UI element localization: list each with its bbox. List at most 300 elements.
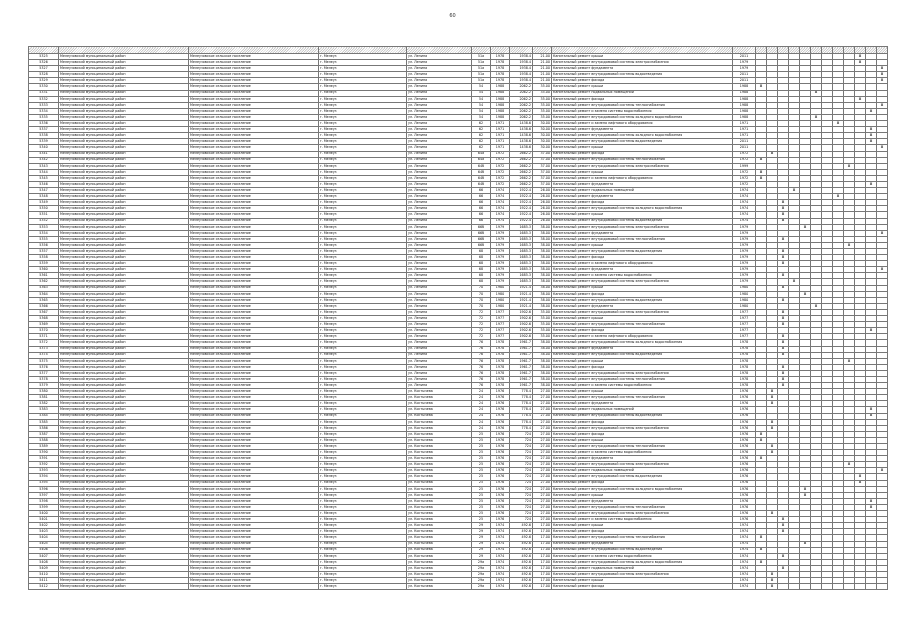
table-cell: г. Мелеуз: [319, 303, 407, 309]
table-cell: Мелеузовское сельское поселение: [189, 102, 319, 108]
table-cell: Мелеузовское сельское поселение: [189, 151, 319, 157]
table-cell: Капитальный ремонт крыши: [552, 285, 733, 291]
column-header: [756, 47, 767, 54]
table-cell: ул. Ленина: [407, 249, 472, 255]
table-cell: ул. Ленина: [407, 297, 472, 303]
table-cell: 1976: [733, 498, 756, 504]
table-cell: Мелеузовское сельское поселение: [189, 571, 319, 577]
table-cell: 778.4: [510, 413, 533, 419]
table-cell: 5333: [29, 102, 59, 108]
table-cell: 1976: [733, 504, 756, 510]
table-cell: ул. Ленина: [407, 322, 472, 328]
table-cell: 66: [472, 212, 491, 218]
table-cell: 1685.3: [510, 230, 533, 236]
mark-cell: X: [778, 523, 789, 529]
table-cell: Мелеузовское сельское поселение: [189, 547, 319, 553]
table-cell: г. Мелеуз: [319, 504, 407, 510]
table-cell: 1974: [491, 535, 510, 541]
table-cell: Мелеузовский муниципальный район: [59, 492, 189, 498]
table-cell: 38.00: [533, 358, 552, 364]
mark-cell: X: [778, 206, 789, 212]
table-cell: Мелеузовское сельское поселение: [189, 72, 319, 78]
table-cell: Мелеузовское сельское поселение: [189, 54, 319, 60]
table-cell: 1971: [733, 121, 756, 127]
table-cell: 66: [472, 206, 491, 212]
table-cell: 64а: [472, 151, 491, 157]
table-cell: г. Мелеуз: [319, 492, 407, 498]
table-cell: г. Мелеуз: [319, 121, 407, 127]
table-cell: 1980: [491, 297, 510, 303]
table-cell: 25: [472, 492, 491, 498]
table-cell: 30.00: [533, 133, 552, 139]
table-cell: г. Мелеуз: [319, 328, 407, 334]
column-header: [844, 47, 855, 54]
table-cell: 1922.4: [510, 188, 533, 194]
table-cell: 17.00: [533, 529, 552, 535]
table-cell: 1685.3: [510, 255, 533, 261]
table-cell: 35.00: [533, 102, 552, 108]
table-cell: 5382: [29, 401, 59, 407]
table-cell: 1974: [491, 578, 510, 584]
mark-cell: X: [855, 96, 866, 102]
table-cell: 5404: [29, 535, 59, 541]
table-cell: г. Мелеуз: [319, 456, 407, 462]
table-cell: 5387: [29, 431, 59, 437]
table-cell: Мелеузовский муниципальный район: [59, 431, 189, 437]
table-cell: г. Мелеуз: [319, 358, 407, 364]
table-cell: Капитальный ремонт внутридомовой системы теплоснабжения: [552, 236, 733, 242]
table-cell: 54: [472, 102, 491, 108]
table-cell: 1921.4: [510, 297, 533, 303]
table-cell: 1922.4: [510, 212, 533, 218]
table-cell: 38.00: [533, 364, 552, 370]
table-cell: 38.00: [533, 340, 552, 346]
table-cell: Мелеузовский муниципальный район: [59, 346, 189, 352]
table-cell: ул. Костычева: [407, 474, 472, 480]
table-cell: 5391: [29, 456, 59, 462]
table-cell: г. Мелеуз: [319, 218, 407, 224]
table-cell: 1972: [491, 151, 510, 157]
table-cell: 5398: [29, 498, 59, 504]
table-cell: ул. Костычева: [407, 462, 472, 468]
table-cell: 62: [472, 121, 491, 127]
table-cell: 5406: [29, 547, 59, 553]
table-cell: Мелеузовское сельское поселение: [189, 261, 319, 267]
table-cell: 5329: [29, 78, 59, 84]
table-cell: Мелеузовское сельское поселение: [189, 419, 319, 425]
table-cell: 68: [472, 261, 491, 267]
table-cell: Мелеузовское сельское поселение: [189, 444, 319, 450]
table-cell: 68: [472, 249, 491, 255]
table-cell: 54: [472, 108, 491, 114]
table-cell: 5346: [29, 181, 59, 187]
column-header: [552, 47, 733, 54]
table-cell: ул. Ленина: [407, 255, 472, 261]
table-header-row: [29, 47, 888, 54]
table-cell: 5342: [29, 157, 59, 163]
table-cell: 1971: [733, 133, 756, 139]
table-cell: г. Мелеуз: [319, 66, 407, 72]
table-cell: Мелеузовское сельское поселение: [189, 145, 319, 151]
table-cell: Мелеузовское сельское поселение: [189, 108, 319, 114]
table-cell: г. Мелеуз: [319, 517, 407, 523]
table-cell: Капитальный ремонт фасада: [552, 584, 733, 590]
table-cell: 724: [510, 504, 533, 510]
table-cell: Капитальный ремонт внутридомовой системы электроснабжения: [552, 571, 733, 577]
table-cell: 724: [510, 480, 533, 486]
table-cell: 2662.2: [510, 163, 533, 169]
table-cell: г. Мелеуз: [319, 96, 407, 102]
mark-cell: [855, 584, 866, 590]
table-cell: 1978: [733, 370, 756, 376]
table-cell: 1921.4: [510, 303, 533, 309]
table-cell: 1978: [491, 346, 510, 352]
table-cell: 1999: [733, 163, 756, 169]
mark-cell: X: [778, 334, 789, 340]
table-cell: Мелеузовский муниципальный район: [59, 212, 189, 218]
table-cell: Мелеузовский муниципальный район: [59, 450, 189, 456]
table-cell: 1922.4: [510, 218, 533, 224]
table-cell: Мелеузовское сельское поселение: [189, 242, 319, 248]
table-cell: г. Мелеуз: [319, 181, 407, 187]
table-cell: г. Мелеуз: [319, 242, 407, 248]
table-cell: 1974: [733, 541, 756, 547]
table-cell: 25: [472, 437, 491, 443]
table-cell: ул. Ленина: [407, 236, 472, 242]
table-cell: 38.00: [533, 279, 552, 285]
table-cell: 72: [472, 309, 491, 315]
table-cell: ул. Костычева: [407, 541, 472, 547]
mark-cell: X: [756, 559, 767, 565]
mark-cell: X: [767, 578, 778, 584]
table-cell: 38.00: [533, 249, 552, 255]
mark-cell: [822, 584, 833, 590]
table-cell: 1976: [733, 437, 756, 443]
table-cell: Мелеузовское сельское поселение: [189, 370, 319, 376]
table-cell: Мелеузовский муниципальный район: [59, 127, 189, 133]
table-cell: г. Мелеуз: [319, 316, 407, 322]
table-cell: Мелеузовское сельское поселение: [189, 175, 319, 181]
column-header: [59, 47, 189, 54]
table-cell: Мелеузовское сельское поселение: [189, 492, 319, 498]
table-cell: 1685.3: [510, 236, 533, 242]
table-cell: 1976: [491, 511, 510, 517]
table-cell: 2011: [733, 145, 756, 151]
table-cell: Мелеузовский муниципальный район: [59, 565, 189, 571]
mark-cell: X: [866, 504, 877, 510]
table-cell: Мелеузовское сельское поселение: [189, 401, 319, 407]
table-cell: 1979: [491, 224, 510, 230]
table-cell: ул. Ленина: [407, 96, 472, 102]
table-cell: 26.00: [533, 200, 552, 206]
table-cell: Капитальный ремонт фасада: [552, 151, 733, 157]
table-cell: Мелеузовское сельское поселение: [189, 523, 319, 529]
table-cell: 5401: [29, 517, 59, 523]
table-cell: 1979: [733, 273, 756, 279]
table-cell: 1976: [491, 389, 510, 395]
table-cell: ул. Ленина: [407, 169, 472, 175]
table-cell: 1978: [491, 364, 510, 370]
table-cell: г. Мелеуз: [319, 212, 407, 218]
table-cell: 5363: [29, 285, 59, 291]
column-header: [822, 47, 833, 54]
table-cell: ул. Костычева: [407, 480, 472, 486]
table-cell: 778.4: [510, 395, 533, 401]
table-cell: Капитальный ремонт и замена лифтового оборудования: [552, 334, 733, 340]
table-cell: Мелеузовский муниципальный район: [59, 218, 189, 224]
table-cell: Капитальный ремонт фасада: [552, 529, 733, 535]
table-cell: 2662.2: [510, 175, 533, 181]
table-cell: 1902.6: [510, 316, 533, 322]
table-cell: г. Мелеуз: [319, 206, 407, 212]
table-cell: 5392: [29, 462, 59, 468]
mark-cell: X: [767, 444, 778, 450]
table-cell: ул. Ленина: [407, 139, 472, 145]
table-cell: 1972: [733, 151, 756, 157]
table-cell: Капитальный ремонт фасада: [552, 78, 733, 84]
table-cell: г. Мелеуз: [319, 249, 407, 255]
table-cell: 5409: [29, 565, 59, 571]
table-cell: 2662.2: [510, 157, 533, 163]
table-cell: Мелеузовское сельское поселение: [189, 413, 319, 419]
table-cell: Капитальный ремонт фундамента: [552, 267, 733, 273]
table-cell: Капитальный ремонт фундамента: [552, 66, 733, 72]
table-cell: 492.6: [510, 547, 533, 553]
table-cell: Мелеузовское сельское поселение: [189, 504, 319, 510]
table-cell: 1979: [491, 230, 510, 236]
mark-cell: X: [811, 303, 822, 309]
table-cell: 64б: [472, 163, 491, 169]
table-cell: 29: [472, 553, 491, 559]
table-cell: 27.00: [533, 480, 552, 486]
table-cell: 1979: [491, 267, 510, 273]
table-cell: Капитальный ремонт внутридомовой системы водоотведения: [552, 139, 733, 145]
table-cell: Мелеузовское сельское поселение: [189, 279, 319, 285]
table-cell: 1976: [491, 401, 510, 407]
table-cell: Мелеузовское сельское поселение: [189, 431, 319, 437]
table-cell: Капитальный ремонт крыши: [552, 169, 733, 175]
table-cell: ул. Ленина: [407, 364, 472, 370]
table-cell: 2011: [733, 78, 756, 84]
table-cell: Мелеузовское сельское поселение: [189, 96, 319, 102]
table-cell: Мелеузовское сельское поселение: [189, 364, 319, 370]
table-cell: 1971: [733, 127, 756, 133]
table-cell: Мелеузовский муниципальный район: [59, 511, 189, 517]
mark-cell: X: [767, 395, 778, 401]
table-cell: ул. Ленина: [407, 206, 472, 212]
table-cell: ул. Ленина: [407, 340, 472, 346]
table-cell: 1902.6: [510, 322, 533, 328]
table-cell: 25: [472, 462, 491, 468]
table-cell: 29: [472, 529, 491, 535]
mark-cell: X: [778, 517, 789, 523]
mark-cell: X: [833, 121, 844, 127]
table-cell: 1961.7: [510, 364, 533, 370]
table-cell: 2662.2: [510, 151, 533, 157]
table-cell: 1685.3: [510, 249, 533, 255]
table-cell: 1685.3: [510, 242, 533, 248]
table-cell: Капитальный ремонт крыши: [552, 523, 733, 529]
table-cell: Капитальный ремонт и замена лифтового оборудования: [552, 175, 733, 181]
table-cell: 1974: [491, 565, 510, 571]
table-cell: Мелеузовское сельское поселение: [189, 376, 319, 382]
table-cell: 1974: [733, 571, 756, 577]
table-cell: 25: [472, 456, 491, 462]
column-header: [533, 47, 552, 54]
table-cell: Мелеузовский муниципальный район: [59, 90, 189, 96]
table-cell: 778.4: [510, 407, 533, 413]
table-cell: Мелеузовское сельское поселение: [189, 480, 319, 486]
table-cell: 76: [472, 383, 491, 389]
table-cell: 2062.2: [510, 108, 533, 114]
table-cell: 27.00: [533, 456, 552, 462]
table-cell: 38.00: [533, 376, 552, 382]
table-cell: Капитальный ремонт внутридомовой системы водоотведения: [552, 249, 733, 255]
table-cell: 1922.4: [510, 206, 533, 212]
table-cell: 1976: [491, 407, 510, 413]
table-cell: 54: [472, 96, 491, 102]
table-cell: 5380: [29, 389, 59, 395]
mark-cell: X: [866, 407, 877, 413]
table-cell: 38.00: [533, 224, 552, 230]
table-cell: 38.00: [533, 285, 552, 291]
table-cell: 17.00: [533, 584, 552, 590]
table-cell: 5337: [29, 127, 59, 133]
table-cell: 1971: [491, 121, 510, 127]
table-cell: Мелеузовский муниципальный район: [59, 352, 189, 358]
table-cell: 5366: [29, 303, 59, 309]
mark-cell: X: [778, 376, 789, 382]
table-cell: 1685.3: [510, 267, 533, 273]
table-cell: Мелеузовский муниципальный район: [59, 541, 189, 547]
table-cell: 24: [472, 425, 491, 431]
mark-cell: X: [778, 553, 789, 559]
table-row: [29, 584, 888, 590]
table-cell: 1976: [491, 480, 510, 486]
table-cell: 62: [472, 139, 491, 145]
table-cell: Мелеузовское сельское поселение: [189, 139, 319, 145]
table-cell: Мелеузовское сельское поселение: [189, 157, 319, 163]
table-cell: ул. Ленина: [407, 218, 472, 224]
mark-cell: [866, 584, 877, 590]
table-cell: Капитальный ремонт фасада: [552, 96, 733, 102]
table-cell: 5377: [29, 370, 59, 376]
table-cell: Капитальный ремонт фасада: [552, 431, 733, 437]
table-cell: 24: [472, 401, 491, 407]
table-cell: 72: [472, 334, 491, 340]
table-cell: 5386: [29, 425, 59, 431]
table-cell: 5396: [29, 486, 59, 492]
mark-cell: X: [756, 456, 767, 462]
table-cell: г. Мелеуз: [319, 139, 407, 145]
table-cell: ул. Костычева: [407, 584, 472, 590]
mark-cell: X: [767, 419, 778, 425]
table-cell: 1938.4: [510, 78, 533, 84]
table-cell: Мелеузовское сельское поселение: [189, 285, 319, 291]
table-cell: 21.00: [533, 60, 552, 66]
table-cell: 1988: [733, 84, 756, 90]
mark-cell: X: [778, 218, 789, 224]
table-cell: 27.00: [533, 425, 552, 431]
table-cell: ул. Ленина: [407, 194, 472, 200]
table-cell: 1980: [491, 285, 510, 291]
table-cell: 1974: [491, 523, 510, 529]
table-cell: 38.00: [533, 230, 552, 236]
table-cell: ул. Костычева: [407, 456, 472, 462]
table-cell: Мелеузовское сельское поселение: [189, 84, 319, 90]
table-cell: Мелеузовский муниципальный район: [59, 364, 189, 370]
table-cell: ул. Костычева: [407, 450, 472, 456]
mark-cell: X: [778, 255, 789, 261]
table-cell: 1976: [491, 504, 510, 510]
table-cell: Капитальный ремонт фасада: [552, 291, 733, 297]
table-cell: Капитальный ремонт фасада: [552, 480, 733, 486]
table-cell: 1974: [733, 200, 756, 206]
table-cell: 25: [472, 504, 491, 510]
table-cell: Мелеузовский муниципальный район: [59, 175, 189, 181]
mark-cell: X: [767, 425, 778, 431]
table-cell: ул. Ленина: [407, 242, 472, 248]
table-cell: 27.00: [533, 511, 552, 517]
table-cell: 1978: [491, 72, 510, 78]
table-cell: 1976: [733, 462, 756, 468]
table-cell: ул. Ленина: [407, 151, 472, 157]
table-cell: Капитальный ремонт подвальных помещений: [552, 188, 733, 194]
table-cell: 1976: [491, 419, 510, 425]
table-cell: Мелеузовское сельское поселение: [189, 358, 319, 364]
table-cell: 66б: [472, 242, 491, 248]
table-cell: 30.00: [533, 127, 552, 133]
table-cell: 1978: [733, 352, 756, 358]
table-cell: Капитальный ремонт внутридомовой системы холодного водоснабжения: [552, 340, 733, 346]
table-cell: 492.6: [510, 565, 533, 571]
table-cell: Мелеузовский муниципальный район: [59, 553, 189, 559]
table-cell: 1438.6: [510, 133, 533, 139]
table-cell: ул. Ленина: [407, 188, 472, 194]
table-cell: ул. Костычева: [407, 401, 472, 407]
table-cell: 778.4: [510, 419, 533, 425]
table-cell: 27.00: [533, 444, 552, 450]
table-cell: 1438.6: [510, 121, 533, 127]
table-cell: г. Мелеуз: [319, 364, 407, 370]
table-cell: ул. Ленина: [407, 303, 472, 309]
table-cell: 1961.7: [510, 352, 533, 358]
table-cell: ул. Костычева: [407, 389, 472, 395]
table-cell: г. Мелеуз: [319, 200, 407, 206]
table-cell: Капитальный ремонт подвальных помещений: [552, 565, 733, 571]
mark-cell: X: [866, 127, 877, 133]
table-cell: 1976: [733, 480, 756, 486]
mark-cell: X: [778, 200, 789, 206]
table-cell: Капитальный ремонт фасада: [552, 419, 733, 425]
table-cell: 5369: [29, 322, 59, 328]
table-cell: Мелеузовский муниципальный район: [59, 358, 189, 364]
table-cell: Капитальный ремонт крыши: [552, 242, 733, 248]
table-cell: 68: [472, 255, 491, 261]
table-cell: Мелеузовский муниципальный район: [59, 133, 189, 139]
table-cell: 17.00: [533, 571, 552, 577]
table-cell: ул. Ленина: [407, 121, 472, 127]
table-cell: ул. Костычева: [407, 517, 472, 523]
mark-cell: X: [844, 358, 855, 364]
table-cell: 54: [472, 114, 491, 120]
mark-cell: X: [778, 316, 789, 322]
table-cell: 5410: [29, 571, 59, 577]
table-cell: 5350: [29, 206, 59, 212]
table-cell: Мелеузовский муниципальный район: [59, 96, 189, 102]
table-cell: ул. Костычева: [407, 486, 472, 492]
table-cell: 51а: [472, 60, 491, 66]
